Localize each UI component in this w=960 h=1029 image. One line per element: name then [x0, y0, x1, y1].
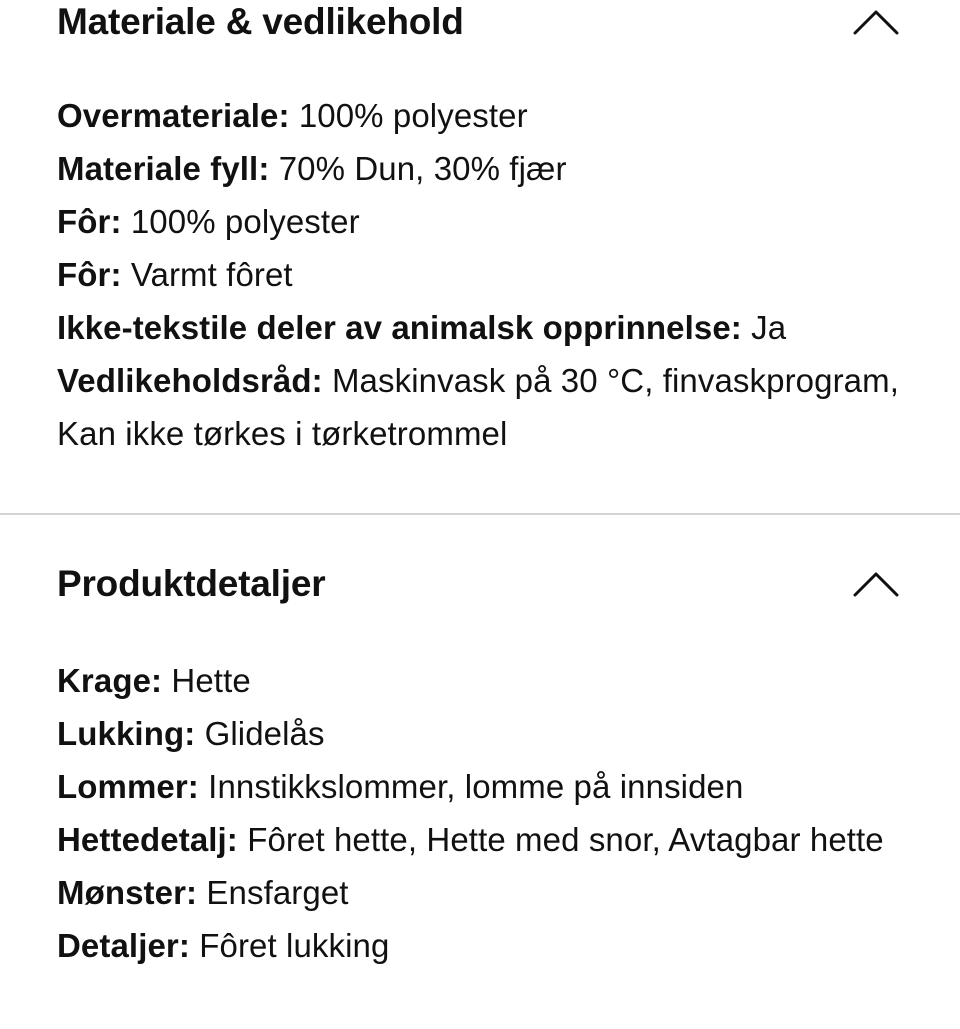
attribute-key: Fôr:	[57, 203, 122, 240]
attribute-value: 70% Dun, 30% fjær	[278, 150, 567, 187]
attribute-row	[57, 89, 903, 142]
material-care-section	[0, 0, 960, 514]
material-care-header[interactable]	[57, 0, 960, 44]
section-title: Materiale & vedlikehold	[57, 1, 464, 42]
attribute-value: Ensfarget	[206, 874, 349, 911]
attribute-value: 100% polyester	[298, 97, 528, 134]
attribute-key: Lukking:	[57, 715, 196, 752]
attribute-row	[57, 919, 903, 972]
material-attribute-list	[57, 89, 903, 460]
attribute-key: Lommer:	[57, 768, 199, 805]
attribute-row	[57, 195, 903, 248]
attribute-value: Fôret lukking	[199, 927, 390, 964]
attribute-row	[57, 248, 903, 301]
product-details-header[interactable]	[57, 562, 960, 606]
attribute-value: Glidelås	[204, 715, 325, 752]
attribute-value: Fôret hette, Hette med snor, Avtagbar hette	[247, 821, 884, 858]
attribute-key: Materiale fyll:	[57, 150, 270, 187]
section-divider	[0, 513, 960, 515]
attribute-value: Ja	[751, 309, 787, 346]
attribute-row	[57, 354, 903, 460]
attribute-value: Varmt fôret	[130, 256, 293, 293]
attribute-value: Maskinvask på 30 °C, finvaskprogram, Kan ikke tørkes i tørketrommel	[57, 362, 899, 452]
attribute-row	[57, 813, 903, 866]
attribute-row	[57, 654, 903, 707]
attribute-row	[57, 301, 903, 354]
attribute-row	[57, 142, 903, 195]
attribute-key: Detaljer:	[57, 927, 190, 964]
attribute-key: Mønster:	[57, 874, 198, 911]
attribute-value: Hette	[171, 662, 251, 699]
attribute-row	[57, 866, 903, 919]
section-title: Produktdetaljer	[57, 563, 326, 604]
attribute-key: Overmateriale:	[57, 97, 290, 134]
attribute-key: Hettedetalj:	[57, 821, 238, 858]
attribute-key: Ikke-tekstile deler av animalsk opprinnelse:	[57, 309, 742, 346]
chevron-up-icon[interactable]	[852, 8, 900, 36]
attribute-key: Vedlikeholdsråd:	[57, 362, 323, 399]
product-details-section	[0, 562, 960, 1029]
attribute-row	[57, 760, 903, 813]
attribute-row	[57, 707, 903, 760]
attribute-value: 100% polyester	[130, 203, 360, 240]
details-attribute-list	[57, 654, 903, 972]
attribute-key: Fôr:	[57, 256, 122, 293]
attribute-key: Krage:	[57, 662, 163, 699]
chevron-up-icon[interactable]	[852, 570, 900, 598]
attribute-value: Innstikkslommer, lomme på innsiden	[208, 768, 744, 805]
